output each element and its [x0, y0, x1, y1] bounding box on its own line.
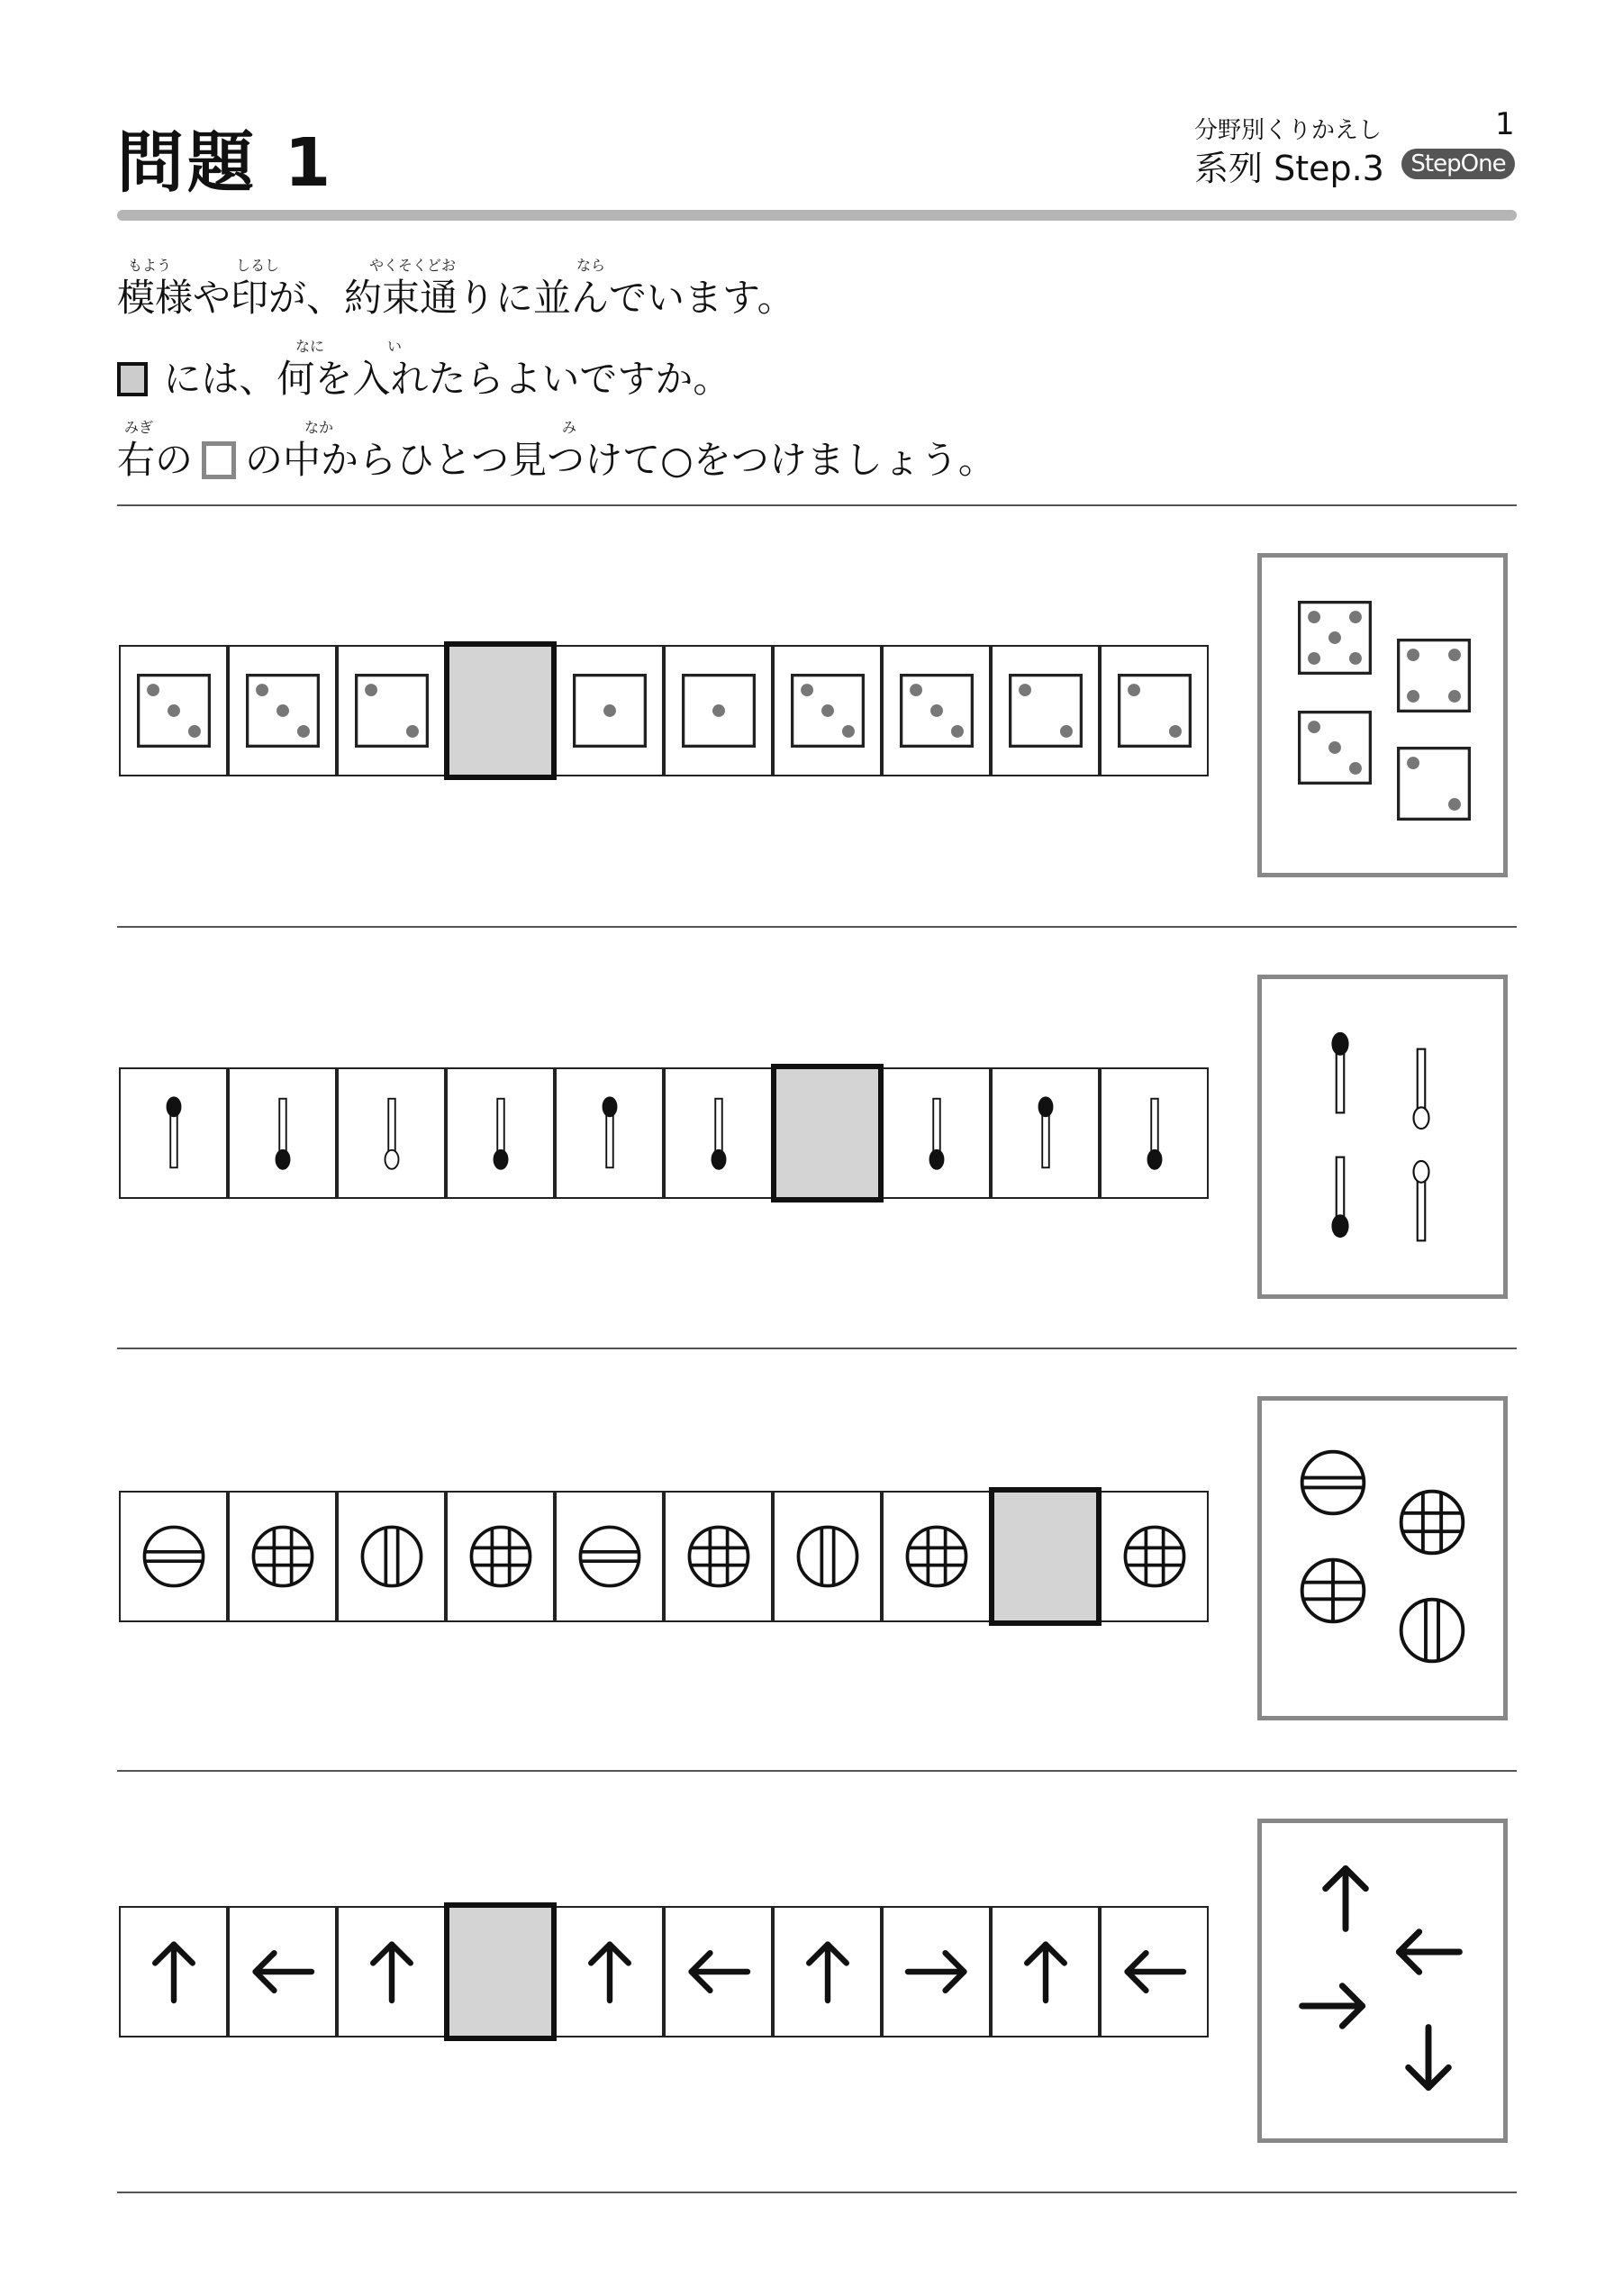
dice-3-icon: [137, 674, 211, 748]
matchstick-head-down-black-icon: [923, 1084, 950, 1183]
circle-horizontal-icon: [1298, 1447, 1368, 1518]
sequence-cell: [991, 645, 1100, 776]
instruction-line-3-pre: 右の: [117, 438, 194, 482]
ruby-shirushi: しるし: [236, 257, 280, 274]
series-label: 系列 Step.3: [1194, 149, 1384, 188]
dice-3-icon: [1298, 711, 1372, 785]
page-title: 問題 1: [117, 124, 335, 202]
arrow-up-icon: [356, 1936, 428, 2008]
ruby-nani: なに: [295, 338, 325, 355]
choice-option[interactable]: [1298, 1447, 1368, 1518]
matchstick-head-down-black-icon: [269, 1084, 296, 1183]
sequence-cell: [337, 645, 446, 776]
section-divider: [117, 1348, 1517, 1349]
matchstick-head-down-white-icon: [378, 1084, 405, 1183]
instruction-line-1: 模様や印が、約束通りに並んでいます。: [117, 276, 795, 320]
arrow-right-icon: [1294, 1967, 1372, 2045]
sequence-cell: [664, 645, 773, 776]
dice-5-icon: [1298, 601, 1372, 675]
page-number: 1: [1495, 106, 1515, 142]
choice-option[interactable]: [1294, 1967, 1372, 2045]
circle-cross-icon: [1298, 1556, 1368, 1626]
arrow-up-icon: [574, 1936, 646, 2008]
subcategory-label: 分野別くりかえし: [1194, 117, 1383, 144]
sequence-cell: [228, 1491, 337, 1622]
sequence-cell: [991, 1067, 1100, 1199]
sequence-cell: [555, 1067, 664, 1199]
circle-grid-icon: [1121, 1523, 1188, 1590]
choice-option[interactable]: [1397, 747, 1471, 821]
section-divider: [117, 1770, 1517, 1772]
matchstick-head-down-black-icon: [705, 1084, 732, 1183]
choice-box-dice[interactable]: [1257, 553, 1508, 877]
choice-option[interactable]: [1397, 1487, 1467, 1557]
ruby-naka: なか: [304, 419, 334, 436]
matchstick-head-down-black-icon: [1141, 1084, 1168, 1183]
sequence-cell: [555, 1491, 664, 1622]
arrow-up-icon: [138, 1936, 210, 2008]
choice-box-matchstick[interactable]: [1257, 975, 1508, 1299]
sequence-cell: [1100, 1906, 1209, 2037]
sequence-cell: [1100, 645, 1209, 776]
circle-grid-icon: [685, 1523, 752, 1590]
arrow-left-icon: [247, 1936, 319, 2008]
choice-box-arrow[interactable]: [1257, 1819, 1508, 2143]
choice-option[interactable]: [1406, 1035, 1437, 1141]
sequence-cell: [664, 1067, 773, 1199]
sequence-cell: [882, 645, 991, 776]
instruction-line-3: [117, 431, 996, 485]
ruby-mi: み: [562, 419, 577, 436]
dice-1-icon: [573, 674, 647, 748]
choice-option[interactable]: [1325, 1143, 1356, 1249]
matchstick-head-up-white-icon: [1406, 1148, 1437, 1255]
circle-horizontal-icon: [576, 1523, 643, 1590]
matchstick-head-down-black-icon: [1325, 1143, 1356, 1249]
instruction-line-3-post: の中からひとつ見つけて○をつけましょう。: [245, 438, 996, 482]
sequence-cell: [337, 1491, 446, 1622]
sequence-cell: [773, 1906, 882, 2037]
section-divider: [117, 926, 1517, 928]
arrow-left-icon: [1119, 1936, 1191, 2008]
choice-option[interactable]: [1397, 1595, 1467, 1665]
arrow-up-icon: [1307, 1859, 1384, 1937]
sequence-cell: [228, 1906, 337, 2037]
circle-grid-icon: [249, 1523, 316, 1590]
sequence-cell: [773, 645, 882, 776]
arrow-up-icon: [792, 1936, 864, 2008]
arrow-left-icon: [683, 1936, 755, 2008]
arrow-right-icon: [901, 1936, 973, 2008]
circle-vertical-icon: [358, 1523, 425, 1590]
choice-box-icon: [202, 441, 236, 479]
sequence-cell: [119, 1067, 228, 1199]
ruby-nara: なら: [576, 257, 606, 274]
sequence-cell: [882, 1491, 991, 1622]
circle-grid-icon: [1397, 1487, 1467, 1557]
dice-2-icon: [1009, 674, 1083, 748]
answer-blank[interactable]: [771, 1064, 884, 1202]
answer-blank[interactable]: [444, 641, 557, 780]
arrow-up-icon: [1010, 1936, 1082, 2008]
ruby-yakusokudoori: やくそくどお: [369, 257, 457, 274]
sequence-cell: [119, 1491, 228, 1622]
circle-grid-icon: [903, 1523, 970, 1590]
sequence-cell: [337, 1067, 446, 1199]
sequence-cell: [228, 1067, 337, 1199]
arrow-down-icon: [1390, 2019, 1467, 2097]
choice-option[interactable]: [1390, 1913, 1467, 1991]
ruby-i: い: [387, 338, 403, 355]
sequence-cell: [555, 1906, 664, 2037]
circle-vertical-icon: [1397, 1595, 1467, 1665]
arrow-left-icon: [1390, 1913, 1467, 1991]
choice-option[interactable]: [1307, 1859, 1384, 1937]
instruction-line-2-text: には、何を入れたらよいですか。: [163, 357, 731, 401]
matchstick-head-down-black-icon: [487, 1084, 514, 1183]
sequence-cell: [882, 1906, 991, 2037]
matchstick-head-up-black-icon: [1032, 1084, 1059, 1183]
circle-vertical-icon: [794, 1523, 861, 1590]
dice-2-icon: [1118, 674, 1192, 748]
choice-option[interactable]: [1298, 601, 1372, 675]
brand-badge: StepOne: [1401, 149, 1515, 179]
sequence-cell: [446, 1067, 555, 1199]
blank-box-icon: [117, 362, 148, 396]
ruby-migi: みぎ: [124, 419, 154, 436]
dice-2-icon: [355, 674, 429, 748]
sequence-cell: [664, 1491, 773, 1622]
section-divider: [117, 2192, 1517, 2193]
matchstick-head-up-black-icon: [596, 1084, 623, 1183]
choice-box-circle[interactable]: [1257, 1396, 1508, 1720]
answer-blank[interactable]: [444, 1902, 557, 2041]
matchstick-head-up-black-icon: [1325, 1021, 1356, 1127]
sequence-cell: [337, 1906, 446, 2037]
sequence-cell: [555, 645, 664, 776]
choice-option[interactable]: [1325, 1021, 1356, 1127]
instruction-line-2: [117, 349, 730, 404]
choice-option[interactable]: [1298, 1556, 1368, 1626]
matchstick-head-up-black-icon: [160, 1084, 187, 1183]
answer-blank[interactable]: [989, 1487, 1102, 1626]
section-divider: [117, 504, 1517, 506]
sequence-cell: [882, 1067, 991, 1199]
choice-option[interactable]: [1406, 1148, 1437, 1255]
dice-2-icon: [1397, 747, 1471, 821]
sequence-cell: [1100, 1067, 1209, 1199]
circle-grid-icon: [467, 1523, 534, 1590]
choice-option[interactable]: [1298, 711, 1372, 785]
sequence-cell: [773, 1491, 882, 1622]
circle-horizontal-icon: [141, 1523, 207, 1590]
choice-option[interactable]: [1390, 2019, 1467, 2097]
dice-3-icon: [900, 674, 974, 748]
dice-4-icon: [1397, 639, 1471, 712]
header-divider: [117, 210, 1517, 221]
sequence-cell: [119, 645, 228, 776]
sequence-cell: [991, 1906, 1100, 2037]
sequence-cell: [446, 1491, 555, 1622]
dice-3-icon: [246, 674, 320, 748]
choice-option[interactable]: [1397, 639, 1471, 712]
dice-3-icon: [791, 674, 865, 748]
sequence-cell: [1100, 1491, 1209, 1622]
sequence-cell: [119, 1906, 228, 2037]
sequence-cell: [664, 1906, 773, 2037]
sequence-cell: [228, 645, 337, 776]
dice-1-icon: [682, 674, 756, 748]
matchstick-head-down-white-icon: [1406, 1035, 1437, 1141]
ruby-moyou: もよう: [128, 257, 172, 274]
